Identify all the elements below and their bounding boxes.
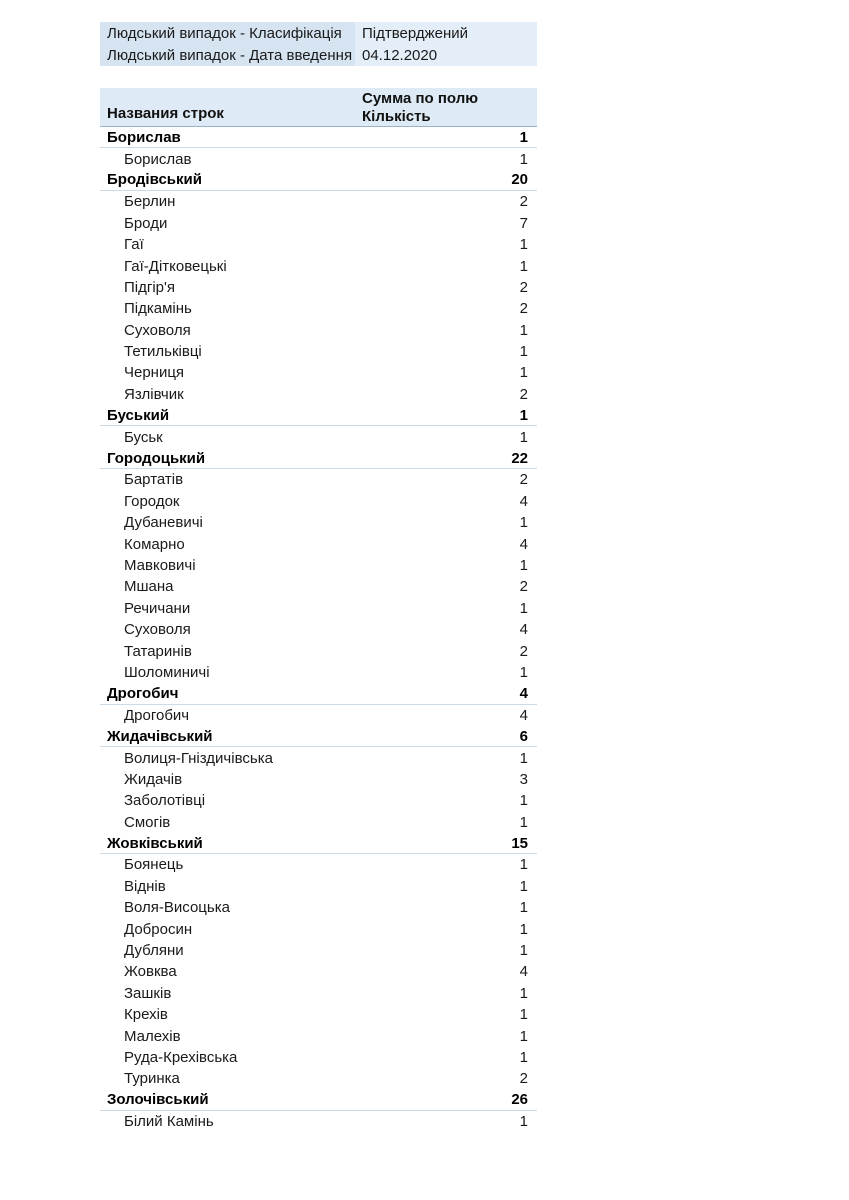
row-label: Золочівський (107, 1091, 209, 1109)
row-label: Малехів (124, 1027, 181, 1045)
row-label: Бродівський (107, 171, 202, 189)
row-value: 1 (519, 792, 528, 810)
row-value: 2 (519, 1070, 528, 1088)
row-value: 2 (519, 578, 528, 596)
table-row-group (100, 448, 537, 469)
table-row-item (100, 491, 537, 512)
row-value: 4 (519, 963, 528, 981)
table-row-item (100, 705, 537, 726)
row-value: 20 (511, 171, 528, 189)
values-header-line1: Сумма по полю (362, 90, 479, 107)
row-value: 3 (519, 770, 528, 788)
row-label: Добросин (124, 920, 193, 938)
row-label: Гаї-Дітковецькі (124, 257, 227, 275)
row-label: Дубаневичі (124, 514, 203, 532)
table-row-item (100, 854, 537, 875)
table-row-group (100, 833, 537, 854)
row-value: 1 (519, 599, 528, 617)
row-label: Мавковичі (124, 557, 196, 574)
table-row-item (100, 234, 537, 255)
row-value: 1 (519, 749, 528, 767)
row-label: Дубляни (124, 942, 184, 960)
table-row-item (100, 619, 537, 640)
row-value: 1 (519, 920, 528, 938)
row-value: 1 (519, 321, 528, 339)
row-value: 26 (511, 1091, 528, 1109)
row-value: 4 (519, 706, 528, 724)
row-label: Броди (124, 214, 168, 232)
table-row-item (100, 940, 537, 961)
table-row-item (100, 640, 537, 661)
table-row-item (100, 555, 537, 576)
row-label: Дрогобич (107, 684, 179, 702)
filter-field-label: Людський випадок - Класифікація (100, 22, 355, 44)
filter-field-value: Підтверджений (355, 22, 537, 44)
row-value: 7 (519, 214, 528, 232)
row-label: Городоцький (107, 449, 206, 467)
row-value: 2 (519, 471, 528, 489)
row-label: Зашків (124, 984, 172, 1002)
row-value: 15 (511, 834, 528, 852)
row-label: Віднів (124, 877, 166, 895)
row-label: Тетильківці (124, 343, 202, 361)
row-label: Комарно (124, 535, 185, 553)
row-value: 1 (519, 428, 528, 446)
table-row-item (100, 769, 537, 790)
row-value: 1 (519, 406, 528, 424)
table-row-group (100, 1090, 537, 1111)
table-row-item (100, 576, 537, 597)
table-row-item (100, 790, 537, 811)
table-row-item (100, 662, 537, 683)
row-label: Жидачівський (107, 727, 213, 745)
table-row-item (100, 255, 537, 276)
row-value: 1 (519, 236, 528, 254)
row-label: Жовківський (107, 834, 203, 852)
table-row-item (100, 533, 537, 554)
row-value: 1 (519, 1113, 528, 1131)
row-value: 1 (519, 557, 528, 574)
row-label: Суховоля (124, 621, 191, 639)
table-row-item (100, 277, 537, 298)
table-row-item (100, 148, 537, 169)
row-label: Крехів (124, 1006, 168, 1024)
row-value: 1 (519, 150, 528, 168)
row-label: Боянець (124, 856, 184, 874)
filter-row (100, 44, 537, 66)
table-row-item (100, 983, 537, 1004)
table-row-item (100, 598, 537, 619)
row-label: Язлівчик (124, 385, 184, 403)
row-label: Городок (124, 492, 180, 510)
row-value: 6 (519, 727, 528, 745)
table-row-item (100, 1047, 537, 1068)
row-label: Смогів (124, 813, 171, 831)
row-value: 2 (519, 278, 528, 296)
row-label: Жовква (124, 963, 177, 981)
row-value: 1 (519, 942, 528, 960)
filter-row (100, 22, 537, 44)
row-value: 1 (519, 856, 528, 874)
table-row-item (100, 1004, 537, 1025)
table-row-item (100, 298, 537, 319)
row-label: Мшана (124, 578, 174, 596)
row-labels-header: Названия строк (107, 105, 224, 122)
table-row-item (100, 747, 537, 768)
row-label: Татаринів (124, 642, 192, 660)
table-row-item (100, 191, 537, 212)
row-value: 1 (519, 257, 528, 275)
table-row-item (100, 320, 537, 341)
row-value: 4 (519, 684, 528, 702)
row-label: Борислав (107, 128, 181, 146)
table-row-item (100, 961, 537, 982)
table-row-group (100, 127, 537, 148)
row-value: 1 (519, 663, 528, 681)
filter-field-label: Людський випадок - Дата введення (100, 44, 355, 66)
row-label: Дрогобич (124, 706, 190, 724)
table-row-item (100, 341, 537, 362)
row-value: 1 (519, 514, 528, 532)
row-label: Білий Камінь (124, 1113, 214, 1131)
row-value: 22 (511, 449, 528, 467)
row-label: Буськ (124, 428, 163, 446)
row-label: Черниця (124, 364, 185, 382)
row-label: Волиця-Гніздичівська (124, 749, 273, 767)
row-value: 4 (519, 621, 528, 639)
pivot-filter-block (100, 22, 537, 66)
row-value: 2 (519, 300, 528, 318)
table-row-item (100, 512, 537, 533)
row-value: 4 (519, 535, 528, 553)
row-value: 1 (519, 984, 528, 1002)
row-value: 2 (519, 193, 528, 211)
row-label: Речичани (124, 599, 191, 617)
row-label: Буський (107, 406, 170, 424)
table-row-item (100, 876, 537, 897)
table-row-item (100, 1025, 537, 1046)
row-value: 2 (519, 385, 528, 403)
row-label: Берлин (124, 193, 176, 211)
table-row-group (100, 405, 537, 426)
table-row-item (100, 918, 537, 939)
table-row-item (100, 384, 537, 405)
row-label: Гаї (124, 236, 144, 254)
row-value: 1 (519, 343, 528, 361)
table-row-group (100, 726, 537, 747)
row-label: Суховоля (124, 321, 191, 339)
table-row-item (100, 469, 537, 490)
table-row-item (100, 213, 537, 234)
table-row-item (100, 1068, 537, 1089)
pivot-table (100, 88, 537, 1132)
pivot-report (100, 22, 537, 1132)
row-value: 1 (519, 877, 528, 895)
row-value: 4 (519, 492, 528, 510)
table-row-item (100, 1111, 537, 1132)
row-value: 1 (519, 1006, 528, 1024)
table-row-item (100, 362, 537, 383)
row-value: 1 (519, 1048, 528, 1066)
values-header (355, 88, 537, 126)
filter-field-value: 04.12.2020 (355, 44, 537, 66)
table-row-item (100, 426, 537, 447)
table-row-group (100, 683, 537, 704)
table-row-item (100, 812, 537, 833)
row-label: Туринка (124, 1070, 180, 1088)
row-label: Заболотівці (124, 792, 206, 810)
row-value: 1 (519, 1027, 528, 1045)
row-label: Борислав (124, 150, 192, 168)
row-label: Підкамінь (124, 300, 192, 318)
row-value: 1 (519, 813, 528, 831)
row-label: Руда-Крехівська (124, 1048, 238, 1066)
row-label: Жидачів (124, 770, 183, 788)
row-label: Воля-Висоцька (124, 899, 230, 917)
pivot-rows (100, 127, 537, 1132)
row-value: 2 (519, 642, 528, 660)
table-row-group (100, 170, 537, 191)
row-label: Шоломиничі (124, 663, 210, 681)
table-row-item (100, 897, 537, 918)
row-value: 1 (519, 128, 528, 146)
pivot-table-header (100, 88, 537, 127)
row-label: Підгір'я (124, 278, 175, 296)
row-value: 1 (519, 364, 528, 382)
row-label: Бартатів (124, 471, 184, 489)
values-header-line2: Кількість (362, 108, 431, 125)
row-value: 1 (519, 899, 528, 917)
